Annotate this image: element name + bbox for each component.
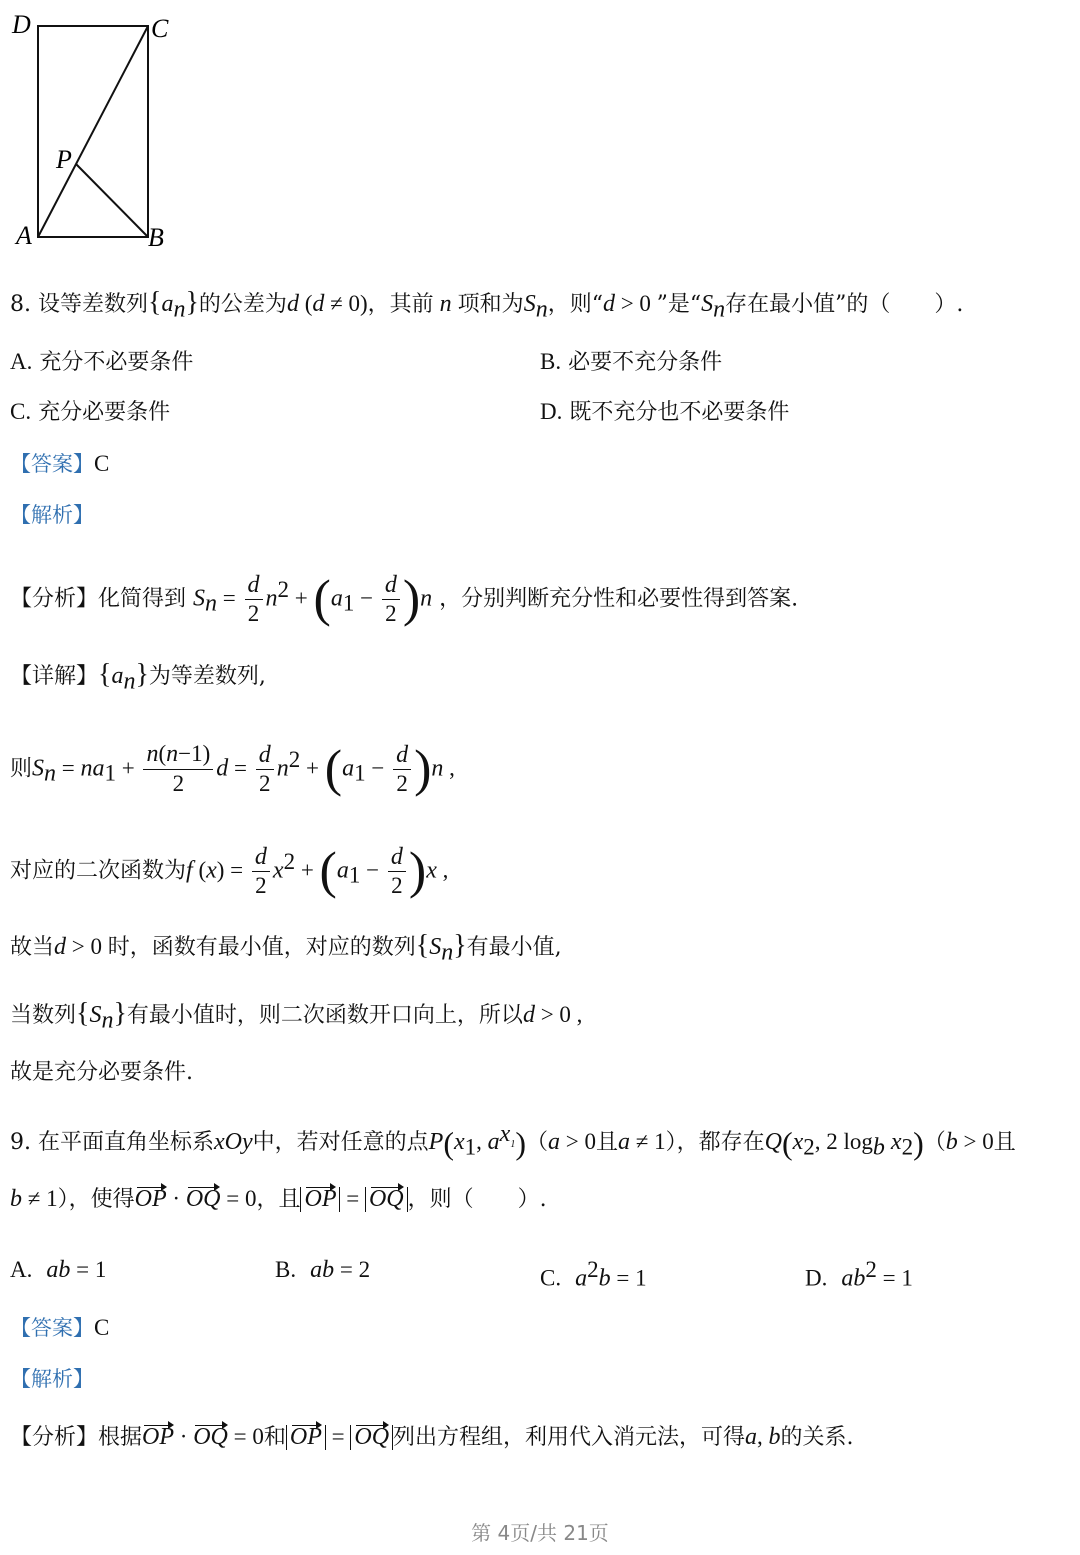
q9-stem-line1: 9. 在平面直角坐标系xOy中，若对任意的点$P(x_1$, $a^{x_1})(a > 0$且a ≠ 1），都存在$Q(x_2$, 2 $\log_b x_2)(b > 0$且 <box>10 1120 1016 1161</box>
q8-option-c[interactable]: C. 充分必要条件 <box>10 399 171 425</box>
q8-answer: 【答案】C <box>10 451 110 476</box>
q8-analysis-tag: 【解析】 <box>10 503 94 527</box>
label-c: C <box>151 14 169 43</box>
diagonal-ac <box>38 26 148 237</box>
rectangle-figure <box>0 0 200 260</box>
q8-fenxi: 【分析】化简得到 $S_n$ = $\frac{d}{2}$ $n^2 + (a_1$ − $\frac{d}{2}$ )n ，分别判断充分性和必要性得到答案. <box>10 570 799 628</box>
q8-quadratic: 对应的二次函数为f (x) = $\frac{d}{2}$ $x^2 + (a_1$ − $\frac{d}{2}$ )x , <box>10 842 449 900</box>
q8-number: 8. <box>10 292 31 317</box>
q9-number: 9. <box>10 1130 31 1155</box>
q8-gu1: 故当d > 0 时，函数有最小值，对应的数列$\{S_n\}$有最小值, <box>10 930 562 966</box>
q8-option-b[interactable]: B. 必要不充分条件 <box>540 349 723 375</box>
q8-sn-formula: 则$S_n = na_1$ + $\frac{n(n-1)}{2}$ d = $\frac{d}{2}$ $n^2 + (a_1$ − $\frac{d}{2}$ )n , <box>10 740 455 798</box>
q9-option-a[interactable]: A. ab = 1 <box>10 1257 107 1283</box>
page-footer: 第 4页/共 21页 <box>471 1521 609 1545</box>
q8-stem: 8. 设等差数列$\{a_n\}$的公差为d (d ≠ 0)，其前 n 项和为$S_n$，则“d > 0 ”是“$S_n$存在最小值”的（ ）. <box>10 287 964 323</box>
q9-fenxi: 【分析】根据OP · OQ = 0和 OP = OQ 列出方程组，利用代入消元法，可得a, b的关系. <box>10 1424 854 1450</box>
q9-stem-line2: b ≠ 1），使得OP · OQ = 0，且 OP = OQ ，则（ ）. <box>10 1186 547 1212</box>
q9-option-b[interactable]: B. ab = 2 <box>275 1257 371 1283</box>
q8-option-a[interactable]: A. 充分不必要条件 <box>10 349 194 375</box>
q8-xiangjie: 【详解】$\{a_n\}$为等差数列, <box>10 659 266 695</box>
label-d: D <box>12 10 31 39</box>
q9-option-c[interactable]: C. $a^2b = 1$ <box>540 1257 647 1292</box>
q9-analysis-tag: 【解析】 <box>10 1367 94 1391</box>
label-b: B <box>148 223 164 252</box>
answer-tag: 【答案】 <box>10 452 94 476</box>
label-a: A <box>16 221 32 250</box>
label-p: P <box>56 145 72 174</box>
q9-answer: 【答案】C <box>10 1315 110 1340</box>
q9-option-d[interactable]: D. $ab^2 = 1$ <box>805 1257 913 1292</box>
q8-gu2: 故是充分必要条件. <box>10 1060 193 1085</box>
q8-option-d[interactable]: D. 既不充分也不必要条件 <box>540 399 790 425</box>
q8-dang: 当数列$\{S_n\}$有最小值时，则二次函数开口向上，所以d > 0 , <box>10 998 583 1034</box>
segment-pb <box>76 164 148 237</box>
